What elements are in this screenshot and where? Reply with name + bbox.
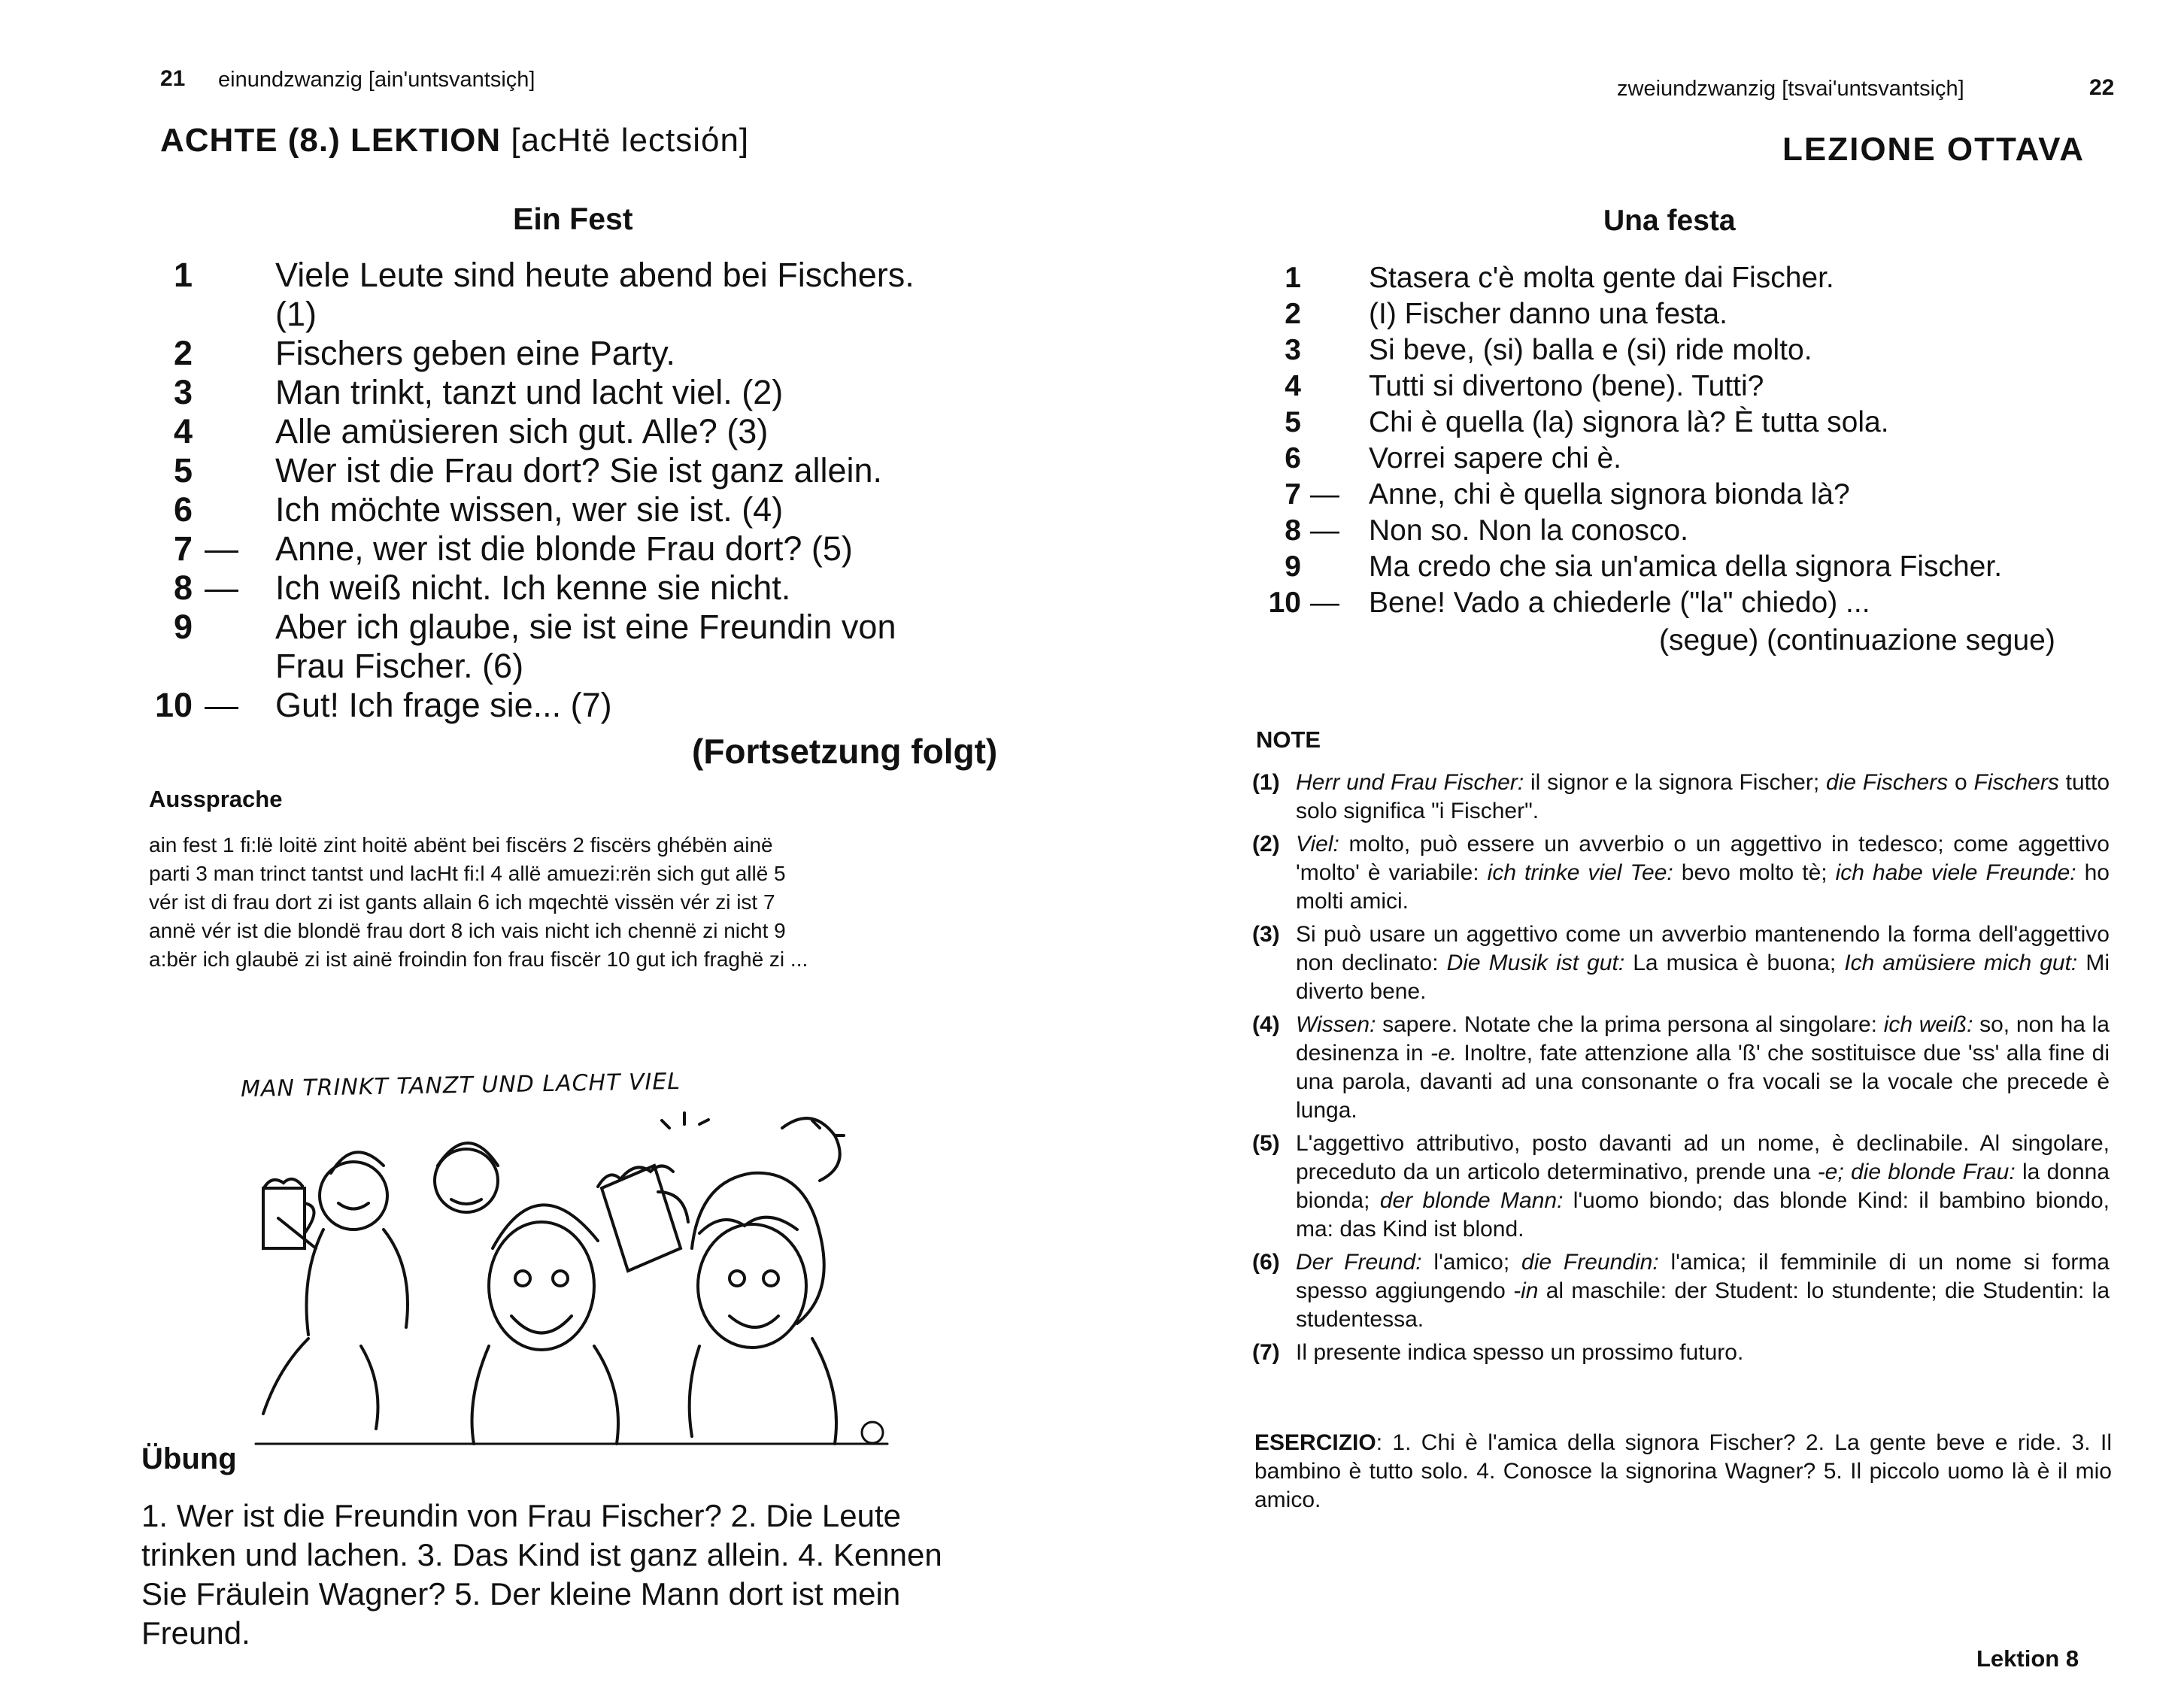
note-body: tutto solo significa "i Fischer". <box>1296 770 2110 823</box>
dialog-line <box>150 569 1023 608</box>
pronunciation-line: a:bër ich glaubë zi ist ainë froindin fon frau fiscër 10 gut ich fraghë zi ... <box>149 948 808 971</box>
dialog-line-text: Anne, wer ist die blonde Frau dort? (5) <box>275 529 853 568</box>
dialog-line-text: Vorrei sapere chi è. <box>1369 442 1622 475</box>
dialog-line-number: 6 <box>1285 442 1301 475</box>
lezione-title: LEZIONE OTTAVA <box>1782 131 2085 168</box>
dialog-line-text: Alle amüsieren sich gut. Alle? (3) <box>275 412 769 450</box>
ubung-line: Sie Fräulein Wagner? 5. Der kleine Mann dort ist mein <box>141 1576 901 1612</box>
dialog-line <box>150 686 1023 725</box>
note-number: (7) <box>1252 1340 1280 1365</box>
note-body: sapere. Notate che la prima persona al singolare: <box>1376 1012 1884 1037</box>
note-body: Mi diverto bene. <box>1296 951 2110 1004</box>
dialog-line-text: Anne, chi è quella signora bionda là? <box>1369 478 1850 511</box>
dialog-line-number: 7 <box>173 529 193 568</box>
right-header-text: zweiundzwanzig [tsvai'untsvantsiçh] <box>1617 77 1964 101</box>
dialog-title: Ein Fest <box>513 202 633 236</box>
ubung-line: 1. Wer ist die Freundin von Frau Fischer? 2. Die Leute <box>141 1498 902 1533</box>
pronunciation-line: ain fest 1 fi:lë loitë zint hoitë abënt bei fiscërs 2 fiscërs ghébën ainë <box>149 833 773 857</box>
dialog-line-number: 9 <box>173 608 193 646</box>
notes-list <box>1252 769 2110 1372</box>
dialog-line-text: Viele Leute sind heute abend bei Fischers. <box>275 256 915 294</box>
note-item <box>1252 1129 2110 1244</box>
dialog-line-number: 8 <box>173 569 193 607</box>
pronunciation-heading: Aussprache <box>149 786 283 812</box>
dialog-line <box>150 647 1023 686</box>
german-continuation: (Fortsetzung folgt) <box>692 732 998 771</box>
dialog-line-number: 3 <box>1285 334 1301 366</box>
dialog-dash: — <box>205 569 238 607</box>
note-body: Inoltre, fate attenzione alla 'ß' che sostituisce due 'ss' alla fine di una parola, davanti ad una consonante o fra vocali se la vocale che precede è lunga. <box>1296 1041 2110 1123</box>
dialog-line <box>150 373 1023 412</box>
dialog-line <box>150 608 1023 647</box>
dialog-line-text: Non so. Non la conosco. <box>1369 514 1688 547</box>
dialog-line-number: 8 <box>1285 514 1301 547</box>
dialog-line-number: 2 <box>1285 298 1301 330</box>
dialog-line <box>150 490 1023 529</box>
note-term: Viel: <box>1296 832 1339 857</box>
dialog-line <box>150 256 1023 295</box>
dialog-line-number: 5 <box>1285 406 1301 438</box>
note-body: Il presente indica spesso un prossimo futuro. <box>1296 1340 1744 1365</box>
note-term: Fischers <box>1973 770 2059 795</box>
dialog-line-text: (I) Fischer danno una festa. <box>1369 298 1727 330</box>
ubung-heading: Übung <box>141 1442 237 1475</box>
footer-lesson: Lektion 8 <box>1976 1645 2079 1672</box>
dialog-line-text: (1) <box>275 295 317 333</box>
italian-dialog-line <box>1263 549 2121 585</box>
dialog-line-text: Fischers geben eine Party. <box>275 334 675 372</box>
dialog-line-text: Frau Fischer. (6) <box>275 647 524 685</box>
dialog-line <box>150 412 1023 451</box>
note-number: (1) <box>1252 770 1280 795</box>
note-number: (4) <box>1252 1012 1280 1037</box>
dialog-line-number: 9 <box>1285 550 1301 583</box>
note-term: die Freundin: <box>1521 1250 1659 1275</box>
note-item <box>1252 1339 2110 1367</box>
note-term: -in <box>1513 1278 1539 1303</box>
italian-dialog-line <box>1263 513 2121 549</box>
dialog-dash: — <box>1310 478 1339 511</box>
dialog-line-text: Si beve, (si) balla e (si) ride molto. <box>1369 334 1812 366</box>
left-page-number: 21 <box>160 66 186 91</box>
dialog-line <box>150 334 1023 373</box>
dialog-line-text: Bene! Vado a chiederle ("la" chiedo) ... <box>1369 587 1870 619</box>
italian-dialog-line <box>1263 585 2121 621</box>
dialog-line-number: 1 <box>1285 262 1301 294</box>
esercizio-text: : 1. Chi è l'amica della signora Fischer? 2. La gente beve e ride. 3. Il bambino è tutto solo. 4. Conosce la signorina Wagner? 5. Il piccolo uomo là è il mio amico. <box>1254 1430 2112 1512</box>
dialog-dash: — <box>205 686 238 724</box>
note-number: (2) <box>1252 832 1280 857</box>
esercizio-label: ESERCIZIO <box>1254 1430 1376 1455</box>
esercizio <box>1254 1429 2112 1515</box>
dialog-line-number: 5 <box>173 451 193 490</box>
ubung-line: Freund. <box>141 1615 250 1651</box>
note-item <box>1252 920 2110 1006</box>
italian-dialog-line <box>1263 477 2121 513</box>
italian-dialog <box>1263 260 2121 621</box>
dialog-line-number: 4 <box>173 412 193 450</box>
dialog-line-number: 6 <box>173 490 193 529</box>
dialog-line-number: 3 <box>173 373 193 411</box>
italian-dialog-line <box>1263 405 2121 441</box>
party-drawing <box>241 1098 902 1451</box>
cartoon-caption: MAN TRINKT TANZT UND LACHT VIEL <box>240 1068 681 1103</box>
dialog-line-number: 10 <box>154 686 193 724</box>
note-term: Herr und Frau Fischer: <box>1296 770 1524 795</box>
note-body: La musica è buona; <box>1624 951 1845 975</box>
note-body: molto, può essere un avverbio o un aggettivo in tedesco; come aggettivo 'molto' è variabile: <box>1296 832 2110 885</box>
lesson-title <box>160 122 749 159</box>
note-body: la donna bionda; <box>1296 1160 2110 1213</box>
note-term: -e; die blonde Frau: <box>1817 1160 2016 1184</box>
note-term: ich trinke viel Tee: <box>1487 860 1673 885</box>
italian-dialog-line <box>1263 368 2121 405</box>
dialog-line-number: 10 <box>1268 587 1301 619</box>
note-body: l'uomo biondo; das blonde Kind: il bambino biondo, ma: das Kind ist blond. <box>1296 1188 2110 1242</box>
note-term: -e. <box>1430 1041 1457 1066</box>
dialog-line-text: Aber ich glaube, sie ist eine Freundin von <box>275 608 896 646</box>
note-body: Si può usare un aggettivo come un avverbio mantenendo la forma dell'aggettivo non declinato: <box>1296 922 2110 975</box>
cartoon-illustration <box>241 1068 902 1451</box>
dialog-line-number: 1 <box>173 256 193 294</box>
note-item <box>1252 769 2110 826</box>
ubung-text <box>141 1496 1006 1653</box>
dialog-line-text: Chi è quella (la) signora là? È tutta sola. <box>1369 406 1889 438</box>
right-page-number: 22 <box>2089 75 2115 100</box>
dialog-line-text: Ma credo che sia un'amica della signora Fischer. <box>1369 550 2003 583</box>
note-term: der blonde Mann: <box>1379 1188 1564 1213</box>
dialog-line-text: Stasera c'è molta gente dai Fischer. <box>1369 262 1834 294</box>
dialog-line <box>150 529 1023 569</box>
note-term: ich habe viele Freunde: <box>1835 860 2076 885</box>
lesson-title-pron: [acHtë lectsiόn] <box>511 122 750 159</box>
dialog-line <box>150 295 1023 334</box>
italian-continuation: (segue) (continuazione segue) <box>1659 624 2055 656</box>
note-body: il signor e la signora Fischer; <box>1524 770 1826 795</box>
left-header-text: einundzwanzig [ain'untsvantsiçh] <box>218 68 535 92</box>
italian-dialog-line <box>1263 260 2121 296</box>
pronunciation-line: vér ist di frau dort zi ist gants allain 6 ich mqechtë vissën vér zi ist 7 <box>149 890 775 914</box>
pronunciation-text <box>149 831 1006 974</box>
note-body: al maschile: der Student: lo stundente; die Studentin: la studentessa. <box>1296 1278 2110 1332</box>
note-number: (5) <box>1252 1131 1280 1156</box>
note-item <box>1252 1011 2110 1125</box>
note-body: L'aggettivo attributivo, posto davanti ad un nome, è declinabile. Al singolare, preceduto da un articolo determinativo, prende una <box>1296 1131 2110 1184</box>
note-body: l'amico; <box>1421 1250 1522 1275</box>
note-body: ho molti amici. <box>1296 860 2110 914</box>
dialog-line-text: Wer ist die Frau dort? Sie ist ganz allein. <box>275 451 883 490</box>
dialog-line-text: Tutti si divertono (bene). Tutti? <box>1369 370 1764 402</box>
dialog-line-number: 4 <box>1285 370 1301 402</box>
dialog-dash: — <box>1310 587 1339 619</box>
italian-dialog-title: Una festa <box>1603 205 1736 237</box>
italian-dialog-line <box>1263 296 2121 332</box>
pronunciation-line: parti 3 man trinct tantst und lacHt fi:l 4 allë amuezi:rën sich gut allë 5 <box>149 862 786 885</box>
dialog-dash: — <box>205 529 238 568</box>
italian-dialog-line <box>1263 441 2121 477</box>
note-number: (6) <box>1252 1250 1280 1275</box>
dialog-line-number: 2 <box>173 334 193 372</box>
note-item <box>1252 830 2110 916</box>
note-body: o <box>1948 770 1974 795</box>
dialog-line-text: Gut! Ich frage sie... (7) <box>275 686 612 724</box>
note-number: (3) <box>1252 922 1280 947</box>
dialog-dash: — <box>1310 514 1339 547</box>
lesson-title-text: ACHTE (8.) LEKTION <box>160 122 502 159</box>
note-term: die Fischers <box>1825 770 1949 795</box>
dialog-line-text: Ich möchte wissen, wer sie ist. (4) <box>275 490 784 529</box>
dialog-line <box>150 451 1023 490</box>
note-term: Der Freund: <box>1296 1250 1422 1275</box>
note-item <box>1252 1248 2110 1334</box>
note-term: ich weiß: <box>1883 1012 1973 1037</box>
note-term: Die Musik ist gut: <box>1446 951 1625 975</box>
ubung-line: trinken und lachen. 3. Das Kind ist ganz allein. 4. Kennen <box>141 1537 942 1572</box>
dialog-line-text: Man trinkt, tanzt und lacht viel. (2) <box>275 373 784 411</box>
pronunciation-line: annë vér ist die blondë frau dort 8 ich vais nicht ich chennë zi nicht 9 <box>149 919 786 942</box>
italian-dialog-line <box>1263 332 2121 368</box>
note-term: Wissen: <box>1296 1012 1376 1037</box>
note-body: l'amica; il femminile di un nome si forma spesso aggiungendo <box>1296 1250 2110 1303</box>
german-dialog <box>150 256 1023 725</box>
note-body: bevo molto tè; <box>1673 860 1836 885</box>
note-term: Ich amüsiere mich gut: <box>1844 951 2078 975</box>
note-body: so, non ha la desinenza in <box>1296 1012 2110 1066</box>
notes-heading: NOTE <box>1256 726 1321 753</box>
dialog-line-number: 7 <box>1285 478 1301 511</box>
dialog-line-text: Ich weiß nicht. Ich kenne sie nicht. <box>275 569 791 607</box>
